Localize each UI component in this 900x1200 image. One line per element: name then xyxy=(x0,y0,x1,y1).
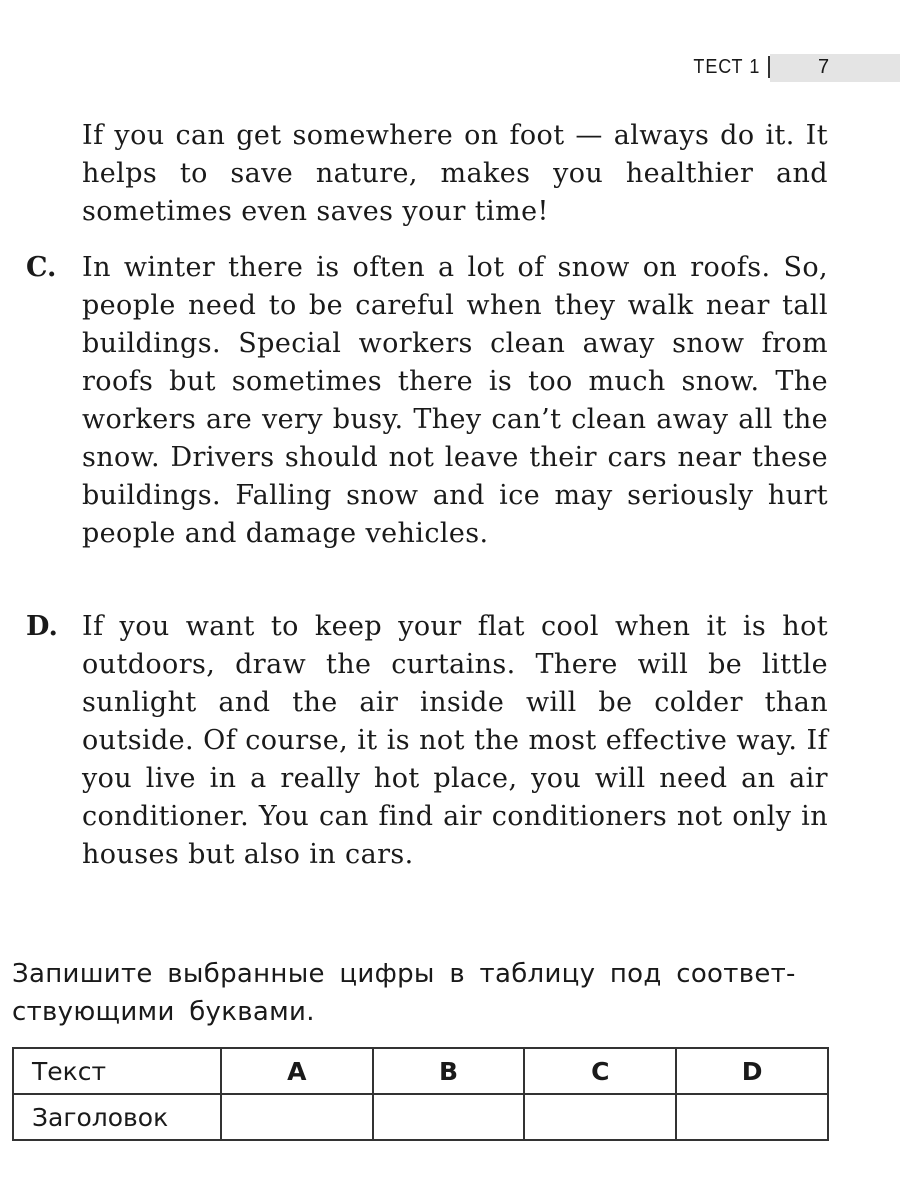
row-header-text: Текст xyxy=(13,1048,221,1094)
answer-cell-c[interactable] xyxy=(524,1094,676,1140)
paragraph-letter-c: C. xyxy=(26,252,57,283)
column-header-d: D xyxy=(676,1048,828,1094)
answer-cell-b[interactable] xyxy=(373,1094,525,1140)
paragraph-letter-d: D. xyxy=(26,611,58,642)
paragraph-c: In winter there is often a lot of snow on roofs. So, people need to be careful when they walk near tall buildings. Special workers clean away snow from roofs but sometimes there is too much snow. The workers are very busy. They can’t clean away all the snow. Drivers should not leave their cars near these buildings. Falling snow and ice may seriously hurt people and damage vehicles. xyxy=(82,252,828,549)
page-number-box xyxy=(770,54,900,82)
table-row-title xyxy=(13,1094,828,1140)
row-header-title: Заголовок xyxy=(13,1094,221,1140)
test-label: ТЕСТ 1 xyxy=(693,56,760,78)
table-row-text xyxy=(13,1048,828,1094)
column-header-c: C xyxy=(524,1048,676,1094)
page-number: 7 xyxy=(818,56,830,78)
answer-cell-d[interactable] xyxy=(676,1094,828,1140)
column-header-b: B xyxy=(373,1048,525,1094)
paragraph-d: If you want to keep your flat cool when it is hot outdoors, draw the curtains. There will be little sunlight and the air inside will be colder than outside. Of course, it is not the most effective way. If you live in a really hot place, you will need an air conditioner. You can find air conditioners not only in houses but also in cars. xyxy=(82,611,828,870)
answer-table xyxy=(12,1047,829,1141)
instruction-text: Запишите выбранные цифры в таблицу под соответ- ствующими буквами. xyxy=(12,959,796,1027)
paragraph-b-continuation: If you can get somewhere on foot — always do it. It helps to save nature, makes you healthier and sometimes even saves your time! xyxy=(82,120,828,227)
page-header xyxy=(0,54,900,82)
column-header-a: A xyxy=(221,1048,373,1094)
answer-cell-a[interactable] xyxy=(221,1094,373,1140)
